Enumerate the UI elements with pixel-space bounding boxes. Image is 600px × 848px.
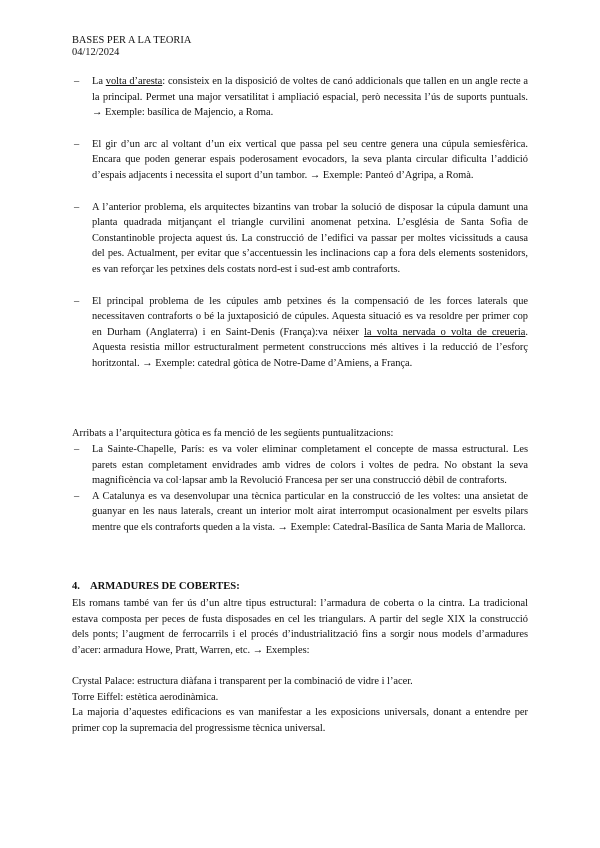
gothic-intro: Arribats a l’arquitectura gòtica es fa menció de les següents puntualitzacions: xyxy=(72,428,394,439)
page-header xyxy=(72,35,191,59)
term-volta-aresta: volta d’aresta xyxy=(105,76,163,87)
list-item: – A l’anterior problema, els arquitectes bizantins van trobar la solució de disposar la cúpula damunt una planta quadrada mitjançant el triangle curvilini anomenat petxina. L’església de Santa Sofia de Constantinoble projecta aquest ús. La construcció de l’edifici va passar per moltes vicissituds a causa del pes. Actualment, per evitar que s’accentuessin les inclinacions cap a fora dels elements sostenidors, es van reforçar les petxines dels costats nord-est i sud-est amb contraforts. xyxy=(72,200,528,278)
example-crystal-palace: Crystal Palace: estructura diàfana i transparent per la combinació de vidre i l’acer. xyxy=(72,676,413,687)
term-volta-nervada: la volta nervada o volta de creueria xyxy=(364,326,526,338)
list-item: – La Sainte-Chapelle, París: es va voler eliminar completament el concepte de massa estructural. Les parets estan completament envidrades amb vidres de colors i voltes de pedra. No obstant la seva magnificència va col·lapsar amb la Revolució Francesa per ser una construcció dèbil de contraforts. xyxy=(72,442,528,489)
text-run: El principal problema de les cúpules amb petxines és la compensació de les forces laterals que necessitaven contraforts o bé la juxtaposició de cúpules. Aquesta situació es va resoldre per primer cop en Durham (Anglaterra) i en Saint-Denis (França):va néixer xyxy=(92,295,528,338)
text-run: La xyxy=(92,76,106,87)
section-paragraph: La majoria d’aquestes edificacions es van manifestar a les exposicions universals, donant a entendre per primer cop la supremacia del progressisme tècnica universal. xyxy=(72,707,528,734)
list-item xyxy=(72,294,528,372)
text-run: : consisteix en la disposició de voltes de canó addicionals que tallen en un angle recte a la principal. Permet una major versatilitat i ampliació espacial, però necessita l’ús de suports puntuals. → Exemple: basílica de Majencio, a Roma. xyxy=(92,76,528,119)
text-run: . Aquesta resistia millor estructuralment permetent construccions més altives i la reducció de l’esforç horitzontal. → Exemple: catedral gòtica de Notre-Dame d’Amiens, a França. xyxy=(92,326,528,369)
list-item: – A Catalunya es va desenvolupar una tècnica particular en la construcció de les voltes: una ansietat de guanyar en les naus laterals, creant un interior molt airat interromput ocasionalment per esvelts pilars mentre que els contraforts queden a la vista. → Exemple: Catedral-Basílica de Santa Maria de Mallorca. xyxy=(72,489,528,536)
list-item: – El gir d’un arc al voltant d’un eix vertical que passa pel seu centre genera una cúpula semiesfèrica. Encara que poden generar espais poderosament evocadors, la seva planta circular dificulta l’addició d’espais adjacents i necessita el suport d’un tambor. → Exemple: Panteó d’Agripa, a Romà. xyxy=(72,137,528,184)
section-title: ARMADURES DE COBERTES: xyxy=(90,581,240,592)
list-item xyxy=(72,74,528,121)
document-date: 04/12/2024 xyxy=(72,47,120,58)
vault-bullet-list xyxy=(72,74,528,388)
document-title: BASES PER A LA TEORIA xyxy=(72,35,192,46)
section-paragraph: Els romans també van fer ús d’un altre tipus estructural: l’armadura de coberta o la cintra. La tradicional estava composta per peces de fusta disposades en cel les triangulars. A partir del segle XIX la construcció dels ponts; l’augment de ferrocarrils i el procés d’industrialització fins a sorgir nous models d’armadures d’acer: armadura Howe, Pratt, Warren, etc. → Exemples: xyxy=(72,598,528,656)
example-torre-eiffel: Torre Eiffel: estètica aerodinàmica. xyxy=(72,692,219,703)
gothic-bullet-list xyxy=(72,442,528,536)
section-number: 4. xyxy=(72,581,80,592)
section-heading xyxy=(72,579,240,595)
